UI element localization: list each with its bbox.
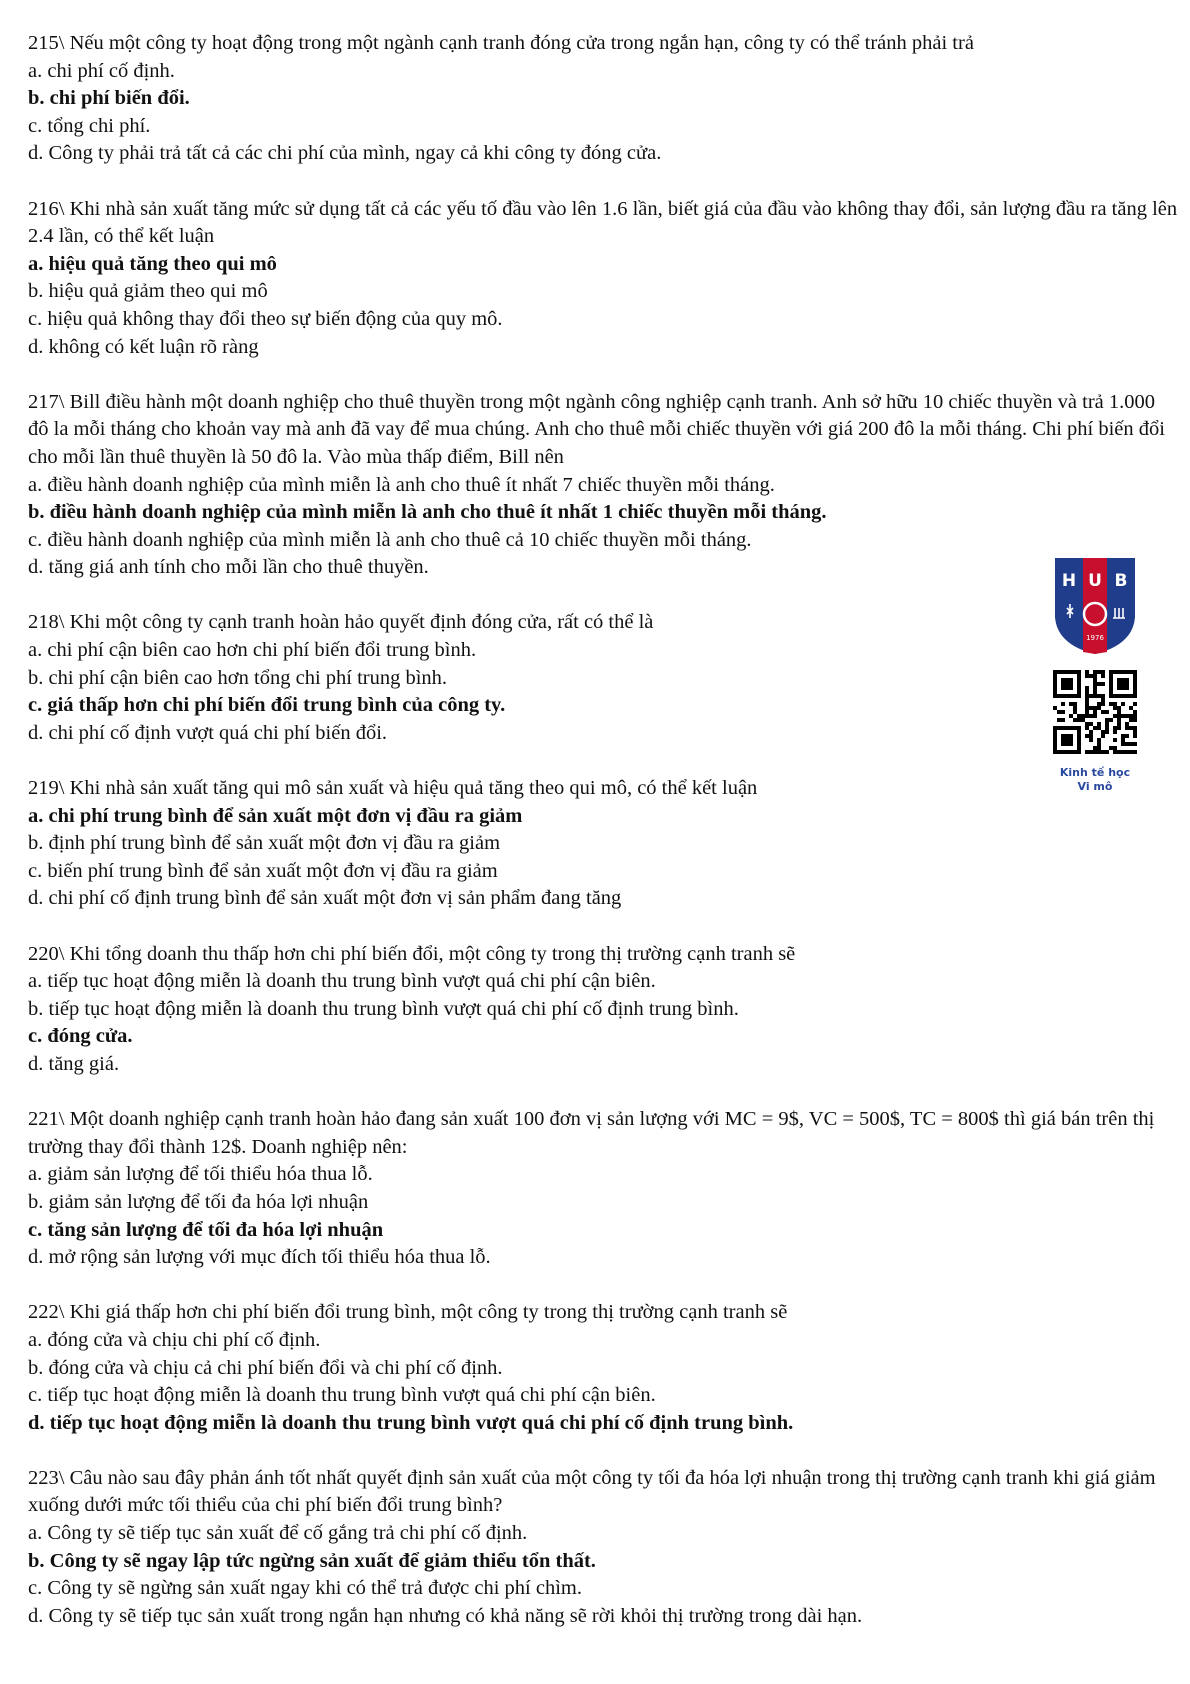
option-c: c. biến phí trung bình để sản xuất một đơn vị đầu ra giảm [28,859,498,882]
question-217 [28,389,1178,582]
option-b: b. hiệu quả giảm theo qui mô [28,280,268,303]
option-b: b. chi phí cận biên cao hơn tổng chi phí trung bình. [28,666,448,689]
question-220 [28,941,1178,1079]
question-215 [28,30,1178,168]
qr-code [1053,670,1137,754]
question-stem: 222\ Khi giá thấp hơn chi phí biến đổi trung bình, một công ty trong thị trường cạnh tranh sẽ [28,1301,788,1324]
option-d: d. chi phí cố định vượt quá chi phí biến đổi. [28,721,388,744]
qr-code-icon [1053,670,1137,754]
hub-logo-block [1040,556,1150,794]
question-stem: 220\ Khi tổng doanh thu thấp hơn chi phí biến đổi, một công ty trong thị trường cạnh tranh sẽ [28,942,796,965]
option-b: b. tiếp tục hoạt động miễn là doanh thu trung bình vượt quá chi phí cố định trung bình. [28,997,739,1020]
question-216 [28,196,1178,362]
question-218 [28,609,1178,747]
question-stem: 221\ Một doanh nghiệp cạnh tranh hoàn hảo đang sản xuất 100 đơn vị sản lượng với MC = 9$, VC = 500$, TC = 800$ thì giá bán trên thị trường thay đổi thành 12$. Doanh nghiệp nên: [28,1108,1155,1158]
option-b: b. giảm sản lượng để tối đa hóa lợi nhuận [28,1190,369,1213]
option-c: c. tiếp tục hoạt động miễn là doanh thu trung bình vượt quá chi phí cận biên. [28,1384,656,1407]
option-b-correct: b. Công ty sẽ ngay lập tức ngừng sản xuất để giảm thiểu tổn thất. [28,1549,596,1572]
option-c: c. Công ty sẽ ngừng sản xuất ngay khi có thể trả được chi phí chìm. [28,1577,582,1600]
option-a: a. đóng cửa và chịu chi phí cố định. [28,1328,321,1351]
option-d: d. mở rộng sản lượng với mục đích tối thiểu hóa thua lỗ. [28,1246,491,1269]
question-stem: 218\ Khi một công ty cạnh tranh hoàn hảo quyết định đóng cửa, rất có thể là [28,611,654,634]
question-219 [28,775,1178,913]
option-c: c. tổng chi phí. [28,114,151,137]
question-stem: 219\ Khi nhà sản xuất tăng qui mô sản xuất và hiệu quả tăng theo qui mô, có thể kết luận [28,777,758,800]
option-c-correct: c. giá thấp hơn chi phí biến đổi trung bình của công ty. [28,694,506,717]
question-221 [28,1106,1178,1272]
option-d: d. Công ty sẽ tiếp tục sản xuất trong ngắn hạn nhưng có khả năng sẽ rời khỏi thị trường trong dài hạn. [28,1604,863,1627]
question-stem: 217\ Bill điều hành một doanh nghiệp cho thuê thuyền trong một ngành công nghiệp cạnh tranh. Anh sở hữu 10 chiếc thuyền và trả 1.000 đô la mỗi tháng cho khoản vay mà anh đã vay để mua chúng. Anh cho thuê mỗi chiếc thuyền với giá 200 đô la mỗi tháng. Chi phí biến đổi cho mỗi lần thuê thuyền là 50 đô la. Vào mùa thấp điểm, Bill nên [28,390,1165,468]
option-b-correct: b. chi phí biến đổi. [28,87,190,110]
logo-caption-line-2: Vi mô [1077,780,1113,793]
shield-letter-h: H [1061,571,1077,591]
option-d: d. tăng giá anh tính cho mỗi lần cho thuê thuyền. [28,556,429,579]
option-b: b. định phí trung bình để sản xuất một đơn vị đầu ra giảm [28,832,501,855]
option-d: d. không có kết luận rõ ràng [28,335,259,358]
shield-year: 1976 [1086,634,1104,642]
option-a: a. chi phí cận biên cao hơn chi phí biến đổi trung bình. [28,639,477,662]
question-222 [28,1299,1178,1437]
question-stem: 216\ Khi nhà sản xuất tăng mức sử dụng tất cả các yếu tố đầu vào lên 1.6 lần, biết giá của đầu vào không thay đổi, sản lượng đầu ra tăng lên 2.4 lần, có thể kết luận [28,197,1178,248]
option-a: a. chi phí cố định. [28,59,175,82]
option-c-correct: c. tăng sản lượng để tối đa hóa lợi nhuận [28,1218,384,1241]
option-b: b. đóng cửa và chịu cả chi phí biến đổi và chi phí cố định. [28,1356,503,1379]
option-d: d. tăng giá. [28,1052,120,1075]
option-a: a. Công ty sẽ tiếp tục sản xuất để cố gắng trả chi phí cố định. [28,1522,528,1545]
option-a-correct: a. hiệu quả tăng theo qui mô [28,252,277,275]
logo-caption-line-1: Kinh tế học [1059,766,1131,779]
option-a: a. giảm sản lượng để tối thiểu hóa thua lỗ. [28,1163,373,1186]
option-c: c. điều hành doanh nghiệp của mình miễn là anh cho thuê cả 10 chiếc thuyền mỗi tháng. [28,528,752,551]
option-d: d. chi phí cố định trung bình để sản xuất một đơn vị sản phẩm đang tăng [28,887,622,910]
option-b-correct: b. điều hành doanh nghiệp của mình miễn là anh cho thuê ít nhất 1 chiếc thuyền mỗi tháng. [28,501,827,524]
shield-icon [1053,556,1137,656]
option-c-correct: c. đóng cửa. [28,1025,133,1048]
question-stem: 215\ Nếu một công ty hoạt động trong một ngành cạnh tranh đóng cửa trong ngắn hạn, công ty có thể tránh phải trả [28,32,974,54]
shield-letter-u: U [1088,571,1102,591]
question-stem: 223\ Câu nào sau đây phản ánh tốt nhất quyết định sản xuất của một công ty tối đa hóa lợi nhuận trong thị trường cạnh tranh khi giá giảm xuống dưới mức tối thiểu của chi phí biến đổi trung bình? [28,1466,1156,1517]
shield-letter-b: B [1114,571,1128,591]
question-223 [28,1465,1178,1631]
option-d-correct: d. tiếp tục hoạt động miễn là doanh thu trung bình vượt quá chi phí cố định trung bình. [28,1411,794,1434]
option-a: a. điều hành doanh nghiệp của mình miễn là anh cho thuê ít nhất 7 chiếc thuyền mỗi tháng. [28,473,775,496]
option-c: c. hiệu quả không thay đổi theo sự biến động của quy mô. [28,307,503,330]
option-a-correct: a. chi phí trung bình để sản xuất một đơn vị đầu ra giảm [28,804,523,827]
option-d: d. Công ty phải trả tất cả các chi phí của mình, ngay cả khi công ty đóng cửa. [28,142,662,165]
document-body [28,30,1178,1658]
option-a: a. tiếp tục hoạt động miễn là doanh thu trung bình vượt quá chi phí cận biên. [28,970,656,993]
hub-shield-logo [1053,556,1137,656]
